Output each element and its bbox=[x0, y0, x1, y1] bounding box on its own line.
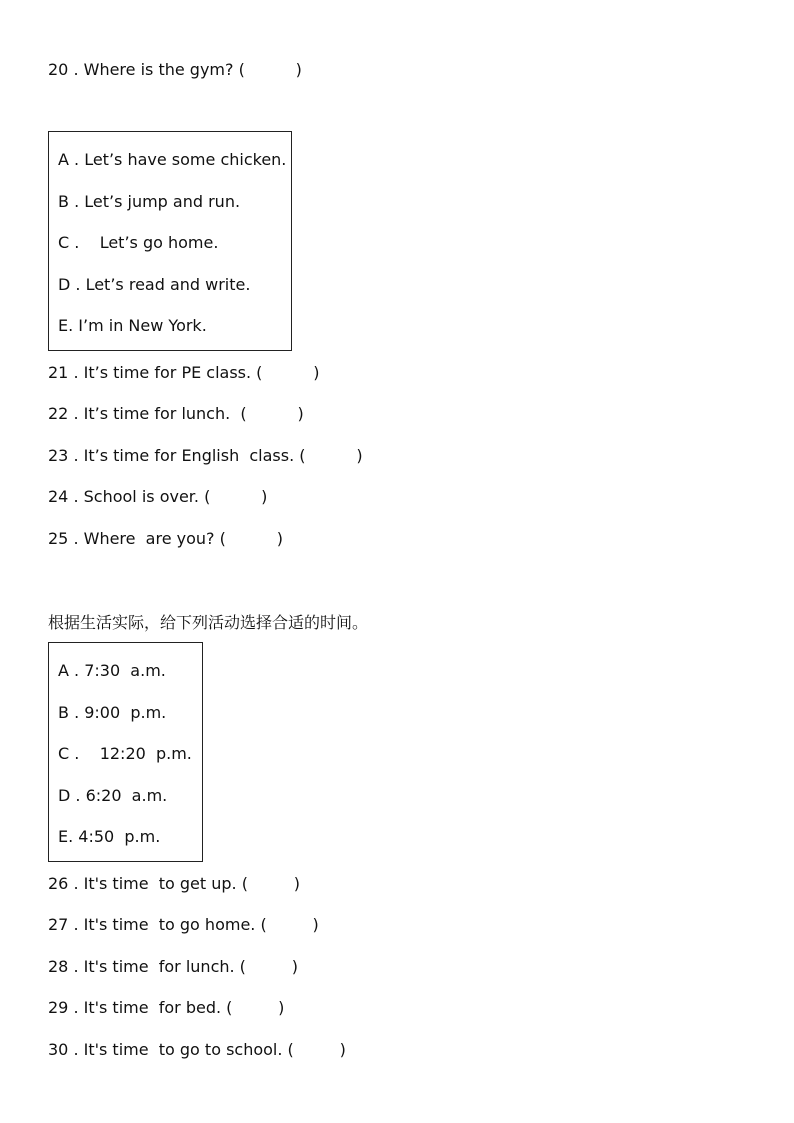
time-option-d: D . 6:20 a.m. bbox=[58, 786, 168, 805]
time-option-b: B . 9:00 p.m. bbox=[58, 703, 167, 722]
time-option-a: A . 7:30 a.m. bbox=[58, 661, 166, 680]
options-box-1 bbox=[48, 131, 292, 351]
question-20: 20 . Where is the gym? ( ) bbox=[48, 60, 302, 79]
question-21: 21 . It’s time for PE class. ( ) bbox=[48, 363, 320, 382]
question-28: 28 . It's time for lunch. ( ) bbox=[48, 957, 298, 976]
question-29: 29 . It's time for bed. ( ) bbox=[48, 998, 285, 1017]
question-27: 27 . It's time to go home. ( ) bbox=[48, 915, 319, 934]
question-22: 22 . It’s time for lunch. ( ) bbox=[48, 404, 304, 423]
question-23: 23 . It’s time for English class. ( ) bbox=[48, 446, 363, 465]
options-box-2 bbox=[48, 642, 203, 862]
option-a: A . Let’s have some chicken. bbox=[58, 150, 287, 169]
time-option-c: C . 12:20 p.m. bbox=[58, 744, 192, 763]
option-c: C . Let’s go home. bbox=[58, 233, 219, 252]
time-option-e: E. 4:50 p.m. bbox=[58, 827, 161, 846]
question-24: 24 . School is over. ( ) bbox=[48, 487, 268, 506]
question-25: 25 . Where are you? ( ) bbox=[48, 529, 283, 548]
option-b: B . Let’s jump and run. bbox=[58, 192, 241, 211]
instruction-text: 根据生活实际，给下列活动选择合适的时间。 bbox=[48, 613, 369, 632]
question-26: 26 . It's time to get up. ( ) bbox=[48, 874, 300, 893]
option-e: E. I’m in New York. bbox=[58, 316, 207, 335]
option-d: D . Let’s read and write. bbox=[58, 275, 251, 294]
question-30: 30 . It's time to go to school. ( ) bbox=[48, 1040, 346, 1059]
